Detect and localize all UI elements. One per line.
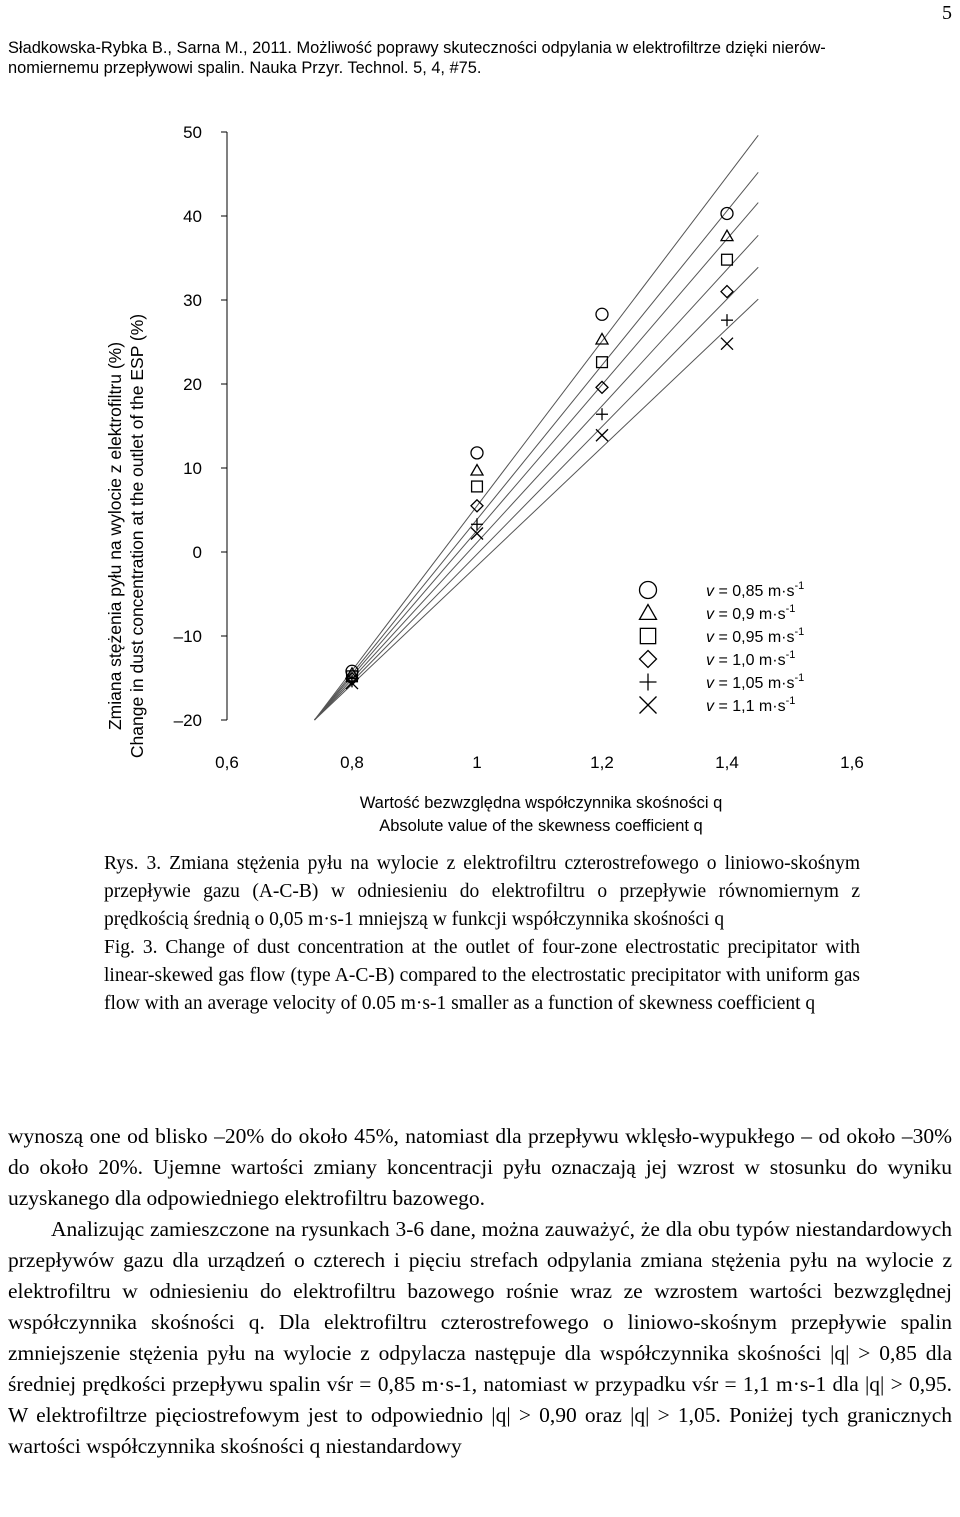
legend-marker-circle (640, 582, 657, 599)
data-point-triangle (471, 465, 483, 476)
legend-label: v = 0,95 $m\cdot s^{-1}$ (706, 626, 805, 646)
citation-line-2: nomiernemu przepływowi spalin. Nauka Przyr. Technol. 5, 4, #75. (8, 59, 482, 77)
figure-3-chart (0, 118, 960, 848)
trend-line-v-0-9-m-s-1 (315, 172, 759, 720)
paragraph-2: Analizując zamieszczone na rysunkach 3-6 dane, można zauważyć, że dla obu typów niestandardowych przepływów gazu dla urządzeń o czterech i pięciu strefach odpylania zmiana stężenia pyłu na wylocie z elektrofiltru w odniesieniu do elektrofiltru bazowego rośnie wraz ze wzrostem wartości bezwzględnej współczynnika skośności q. Dla elektrofiltru czterostrefowego o liniowo-skośnym przepływie spalin zmniejszenie stężenia pyłu na wylocie z odpylacza następuje dla współczynnika skośności |q| > 0,85 dla średniej prędkości przepływu spalin vśr = 0,85 m·s-1, natomiast w przypadku vśr = 1,1 m·s-1 dla |q| > 0,95. W elektrofiltrze pięciostrefowym jest to odpowiednio |q| > 0,90 oraz |q| > 1,05. Poniżej tych granicznych wartości współczynnika skośności q niestandardowy (8, 1217, 952, 1458)
page-number: 5 (942, 2, 952, 24)
figure-caption (104, 850, 860, 1018)
citation-header (8, 38, 953, 78)
data-point-cross (721, 338, 733, 350)
y-tick-label: 30 (183, 291, 202, 310)
trend-line-v-1-0-m-s-1 (315, 235, 759, 720)
x-tick-label: 0,6 (215, 753, 239, 772)
trend-line-v-0-95-m-s-1 (315, 203, 759, 720)
y-axis-label-pl: Zmiana stężenia pyłu na wylocie z elektrofiltru (%) (105, 341, 125, 731)
trend-line-v-1-1-m-s-1 (315, 299, 759, 720)
x-tick-label: 1,4 (715, 753, 739, 772)
y-tick-label: 50 (183, 123, 202, 142)
x-tick-group (215, 753, 864, 772)
caption-english: Fig. 3. Change of dust concentration at the outlet of four-zone electrostatic precipitator with linear-skewed gas flow (type A-C-B) compared to the electrostatic precipitator with uniform gas flow with an average velocity of 0.05 m·s-1 smaller as a function of skewness coefficient q (104, 937, 860, 1014)
legend-label: v = 1,1 $m\cdot s^{-1}$ (706, 695, 796, 715)
y-tick-group (174, 123, 227, 730)
y-tick-label: 40 (183, 207, 202, 226)
legend-label: v = 0,85 $m\cdot s^{-1}$ (706, 580, 805, 600)
data-point-diamond (721, 286, 733, 298)
y-axis-label-en: Change in dust concentration at the outlet of the ESP (%) (127, 313, 147, 759)
y-tick-label: –20 (173, 711, 202, 730)
paragraph-1: wynoszą one od blisko –20% do około 45%, natomiast dla przepływu wklęsło-wypukłego – od około –30% do około 20%. Ujemne wartości zmiany koncentracji pyłu oznaczają jej wzrost w stosunku do wyniku uzyskanego dla odpowiedniego elektrofiltru bazowego. (8, 1124, 952, 1210)
legend-marker-plus (640, 674, 657, 691)
legend-marker-square (640, 628, 655, 643)
y-tick-label: 0 (192, 543, 202, 562)
x-tick-label: 1,2 (590, 753, 614, 772)
citation-line-1: Sładkowska-Rybka B., Sarna M., 2011. Możliwość poprawy skuteczności odpylania w elektrofiltrze dzięki nierów- (8, 39, 826, 57)
data-point-cross (596, 429, 608, 441)
trend-line-v-1-05-m-s-1 (315, 267, 759, 720)
data-point-circle (471, 447, 483, 459)
x-tick-label: 1 (472, 753, 482, 772)
x-axis-label-en: Absolute value of the skewness coefficient q (379, 817, 703, 835)
legend-label: v = 0,9 $m\cdot s^{-1}$ (706, 603, 796, 623)
legend-marker-triangle (640, 605, 657, 620)
y-tick-label: 20 (183, 375, 202, 394)
legend-marker-diamond (640, 651, 657, 668)
x-tick-label: 0,8 (340, 753, 364, 772)
chart-legend (640, 580, 805, 715)
marker-group (346, 207, 733, 689)
data-point-circle (721, 207, 733, 219)
legend-marker-cross (640, 697, 657, 714)
body-text (8, 1121, 952, 1462)
data-point-square (472, 481, 483, 492)
data-point-square (722, 254, 733, 265)
y-tick-label: –10 (173, 627, 202, 646)
trend-line-group (315, 135, 759, 720)
y-tick-label: 10 (183, 459, 202, 478)
trend-line-v-0-85-m-s-1 (315, 135, 759, 720)
legend-label: v = 1,0 $m\cdot s^{-1}$ (706, 649, 796, 669)
x-axis-label-pl: Wartość bezwzględna współczynnika skośności q (359, 794, 723, 812)
data-point-circle (596, 308, 608, 320)
data-point-diamond (596, 381, 608, 393)
x-tick-label: 1,6 (840, 753, 864, 772)
legend-label: v = 1,05 $m\cdot s^{-1}$ (706, 672, 805, 692)
caption-polish: Rys. 3. Zmiana stężenia pyłu na wylocie z elektrofiltru czterostrefowego o liniowo-skośnym przepływie gazu (A-C-B) w odniesieniu do elektrofiltru o przepływie równomiernym z prędkością średnią o 0,05 m·s-1 mniejszą w funkcji współczynnika skośności q (104, 853, 860, 930)
